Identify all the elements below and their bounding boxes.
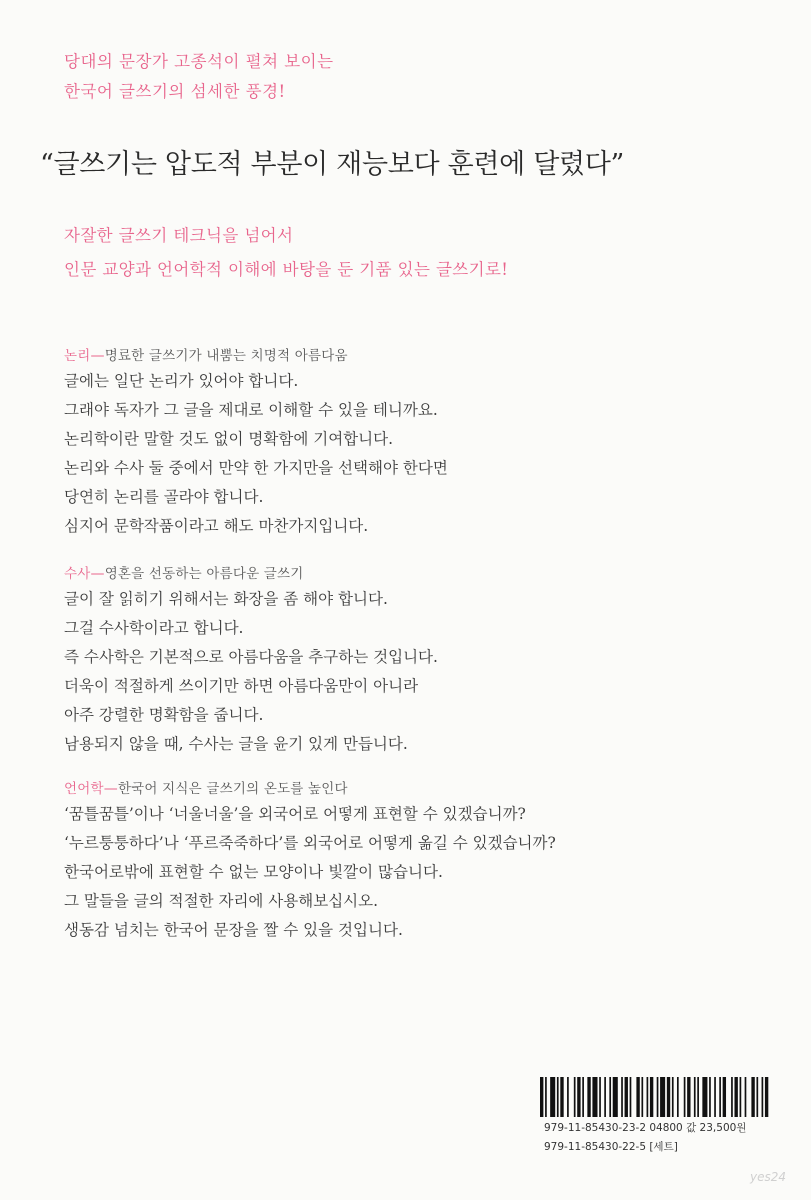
section-body-linguistics: [64, 800, 556, 945]
isbn-price-line: 979-11-85430-23-2 04800 값 23,500원: [544, 1122, 747, 1134]
section-dash: —: [103, 781, 118, 797]
body-line: 한국어로밖에 표현할 수 없는 모양이나 빛깔이 많습니다.: [64, 863, 443, 881]
intro-line-2: 한국어 글쓰기의 섬세한 풍경!: [64, 82, 286, 101]
section-heading-text: 명료한 글쓰기가 내뿜는 치명적 아름다움: [104, 348, 348, 364]
subtitle-line-2: 인문 교양과 언어학적 이해에 바탕을 둔 기품 있는 글쓰기로!: [64, 260, 509, 279]
body-line: 더욱이 적절하게 쓰이기만 하면 아름다움만이 아니라: [64, 677, 419, 695]
body-line: 그걸 수사학이라고 합니다.: [64, 619, 244, 637]
section-heading-text: 영혼을 선동하는 아름다운 글쓰기: [104, 566, 304, 582]
section-heading-logic: [64, 344, 348, 364]
body-line: 남용되지 않을 때, 수사는 글을 윤기 있게 만듭니다.: [64, 735, 408, 753]
subtitle-line-1: 자잘한 글쓰기 테크닉을 넘어서: [64, 226, 294, 245]
body-line: 논리와 수사 둘 중에서 만약 한 가지만을 선택해야 한다면: [64, 459, 448, 477]
section-body-rhetoric: [64, 585, 438, 759]
section-keyword: 논리: [64, 348, 91, 364]
section-heading-rhetoric: [64, 562, 304, 582]
barcode-icon: [540, 1077, 770, 1117]
isbn-set-line: 979-11-85430-22-5 [세트]: [544, 1141, 678, 1153]
headline-quote: “글쓰기는 압도적 부분이 재능보다 훈련에 달렸다”: [40, 149, 625, 180]
body-line: 생동감 넘치는 한국어 문장을 짤 수 있을 것입니다.: [64, 921, 403, 939]
section-heading-linguistics: [64, 777, 348, 797]
watermark-logo: yes24: [750, 1170, 787, 1184]
body-line: 논리학이란 말할 것도 없이 명확함에 기여합니다.: [64, 430, 394, 448]
section-keyword: 수사: [64, 566, 91, 582]
intro-line-1: 당대의 문장가 고종석이 펼쳐 보이는: [64, 52, 334, 71]
body-line: 아주 강렬한 명확함을 줍니다.: [64, 706, 264, 724]
body-line: 당연히 논리를 골라야 합니다.: [64, 488, 264, 506]
section-keyword: 언어학: [64, 781, 104, 797]
body-line: ‘꿈틀꿈틀’이나 ‘너울너울’을 외국어로 어떻게 표현할 수 있겠습니까?: [64, 805, 526, 823]
section-body-logic: [64, 367, 448, 541]
body-line: 심지어 문학작품이라고 해도 마찬가지입니다.: [64, 517, 369, 535]
body-line: 글에는 일단 논리가 있어야 합니다.: [64, 372, 299, 390]
body-line: ‘누르퉁퉁하다’나 ‘푸르죽죽하다’를 외국어로 어떻게 옮길 수 있겠습니까?: [64, 834, 556, 852]
section-heading-text: 한국어 지식은 글쓰기의 온도를 높인다: [117, 781, 348, 797]
body-line: 즉 수사학은 기본적으로 아름다움을 추구하는 것입니다.: [64, 648, 438, 666]
section-dash: —: [90, 566, 105, 582]
body-line: 글이 잘 읽히기 위해서는 화장을 좀 해야 합니다.: [64, 590, 388, 608]
section-dash: —: [90, 348, 105, 364]
body-line: 그래야 독자가 그 글을 제대로 이해할 수 있을 테니까요.: [64, 401, 438, 419]
barcode-block: [540, 1077, 770, 1159]
body-line: 그 말들을 글의 적절한 자리에 사용해보십시오.: [64, 892, 379, 910]
